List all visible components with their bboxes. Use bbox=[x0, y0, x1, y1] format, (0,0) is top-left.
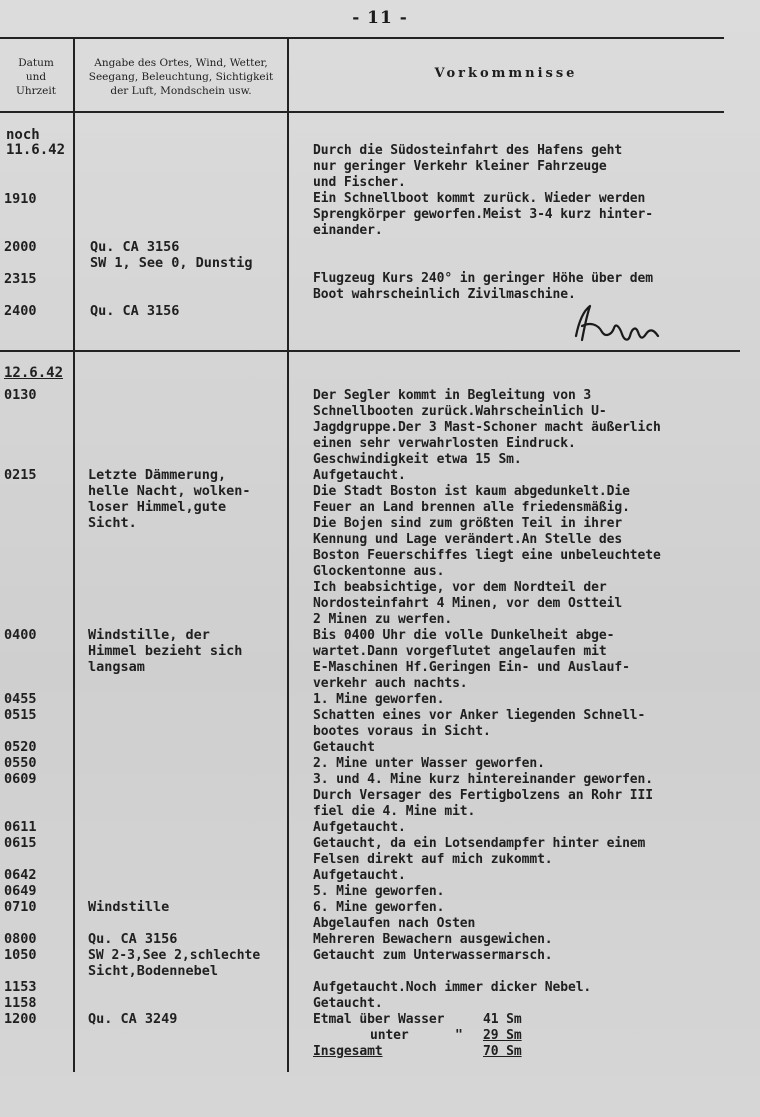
event-line: Getaucht, da ein Lotsendampfer hinter einem bbox=[313, 836, 646, 851]
event-line: Boot wahrscheinlich Zivilmaschine. bbox=[313, 287, 576, 302]
event-line: und Fischer. bbox=[313, 175, 406, 190]
header-und-label: und bbox=[25, 71, 47, 83]
event-line: Abgelaufen nach Osten bbox=[313, 916, 476, 931]
time-entry: 0611 bbox=[4, 819, 37, 835]
event-line: Kennung und Lage verändert.An Stelle des bbox=[313, 532, 623, 547]
header-datum-cell bbox=[0, 56, 72, 98]
condition-line: Windstille, der bbox=[88, 627, 210, 643]
event-line: Ein Schnellboot kommt zurück. Wieder werden bbox=[313, 191, 646, 206]
condition-line: Windstille bbox=[88, 899, 170, 915]
condition-line: Qu. CA 3249 bbox=[88, 1011, 178, 1027]
time-entry: 2315 bbox=[4, 271, 37, 287]
event-line: Flugzeug Kurs 240° in geringer Höhe über dem bbox=[313, 271, 653, 286]
event-line: nur geringer Verkehr kleiner Fahrzeuge bbox=[313, 159, 607, 174]
event-line: Nordosteinfahrt 4 Minen, vor dem Ostteil bbox=[313, 596, 623, 611]
header-angabe-line-2: Seegang, Beleuchtung, Sichtigkeit bbox=[88, 71, 274, 83]
event-line: einander. bbox=[313, 223, 383, 238]
header-angabe-cell bbox=[76, 56, 286, 98]
event-line: Sprengkörper geworfen.Meist 3-4 kurz hinter- bbox=[313, 207, 653, 222]
time-entry: 0800 bbox=[4, 931, 37, 947]
column-divider-2 bbox=[287, 37, 289, 1072]
section-divider-rule bbox=[0, 350, 740, 352]
section1-date-noch: noch bbox=[6, 127, 40, 143]
time-entry: 0710 bbox=[4, 899, 37, 915]
condition-line: helle Nacht, wolken- bbox=[88, 483, 251, 499]
event-line: Getaucht zum Unterwassermarsch. bbox=[313, 948, 553, 963]
event-line: Durch Versager des Fertigbolzens an Rohr III bbox=[313, 788, 653, 803]
event-line: 5. Mine geworfen. bbox=[313, 884, 445, 899]
time-entry: 0520 bbox=[4, 739, 37, 755]
page-number: - 11 - bbox=[352, 8, 408, 28]
total-overall-value: 70 Sm bbox=[483, 1044, 522, 1059]
total-under-water-label: unter bbox=[370, 1028, 409, 1043]
time-entry: 0515 bbox=[4, 707, 37, 723]
column-divider-1 bbox=[73, 37, 75, 1072]
condition-line: Qu. CA 3156 bbox=[90, 303, 180, 319]
time-entry: 0130 bbox=[4, 387, 37, 403]
time-entry: 1158 bbox=[4, 995, 37, 1011]
handwritten-signature bbox=[568, 298, 668, 348]
condition-line: Letzte Dämmerung, bbox=[88, 467, 227, 483]
time-entry: 0649 bbox=[4, 883, 37, 899]
time-entry: 1200 bbox=[4, 1011, 37, 1027]
time-entry: 0609 bbox=[4, 771, 37, 787]
event-line: fiel die 4. Mine mit. bbox=[313, 804, 476, 819]
condition-line: Qu. CA 3156 bbox=[90, 239, 180, 255]
header-bottom-rule bbox=[0, 111, 724, 113]
section1-date: 11.6.42 bbox=[6, 142, 66, 158]
event-line: 3. und 4. Mine kurz hintereinander geworfen. bbox=[313, 772, 653, 787]
event-line: Felsen direkt auf mich zukommt. bbox=[313, 852, 553, 867]
event-line: Feuer an Land brennen alle friedensmäßig. bbox=[313, 500, 630, 515]
event-line: 2. Mine unter Wasser geworfen. bbox=[313, 756, 545, 771]
time-entry: 0400 bbox=[4, 627, 37, 643]
total-under-water-value: 29 Sm bbox=[483, 1028, 522, 1043]
event-line: 1. Mine geworfen. bbox=[313, 692, 445, 707]
event-line: Schnellbooten zurück.Wahrscheinlich U- bbox=[313, 404, 607, 419]
event-line: Die Bojen sind zum größten Teil in ihrer bbox=[313, 516, 623, 531]
event-line: Aufgetaucht. bbox=[313, 468, 406, 483]
event-line: Schatten eines vor Anker liegenden Schnell- bbox=[313, 708, 646, 723]
event-line: einen sehr verwahrlosten Eindruck. bbox=[313, 436, 576, 451]
total-under-water-ditto: " bbox=[455, 1028, 463, 1043]
condition-line: Sicht. bbox=[88, 515, 137, 531]
time-entry: 0615 bbox=[4, 835, 37, 851]
condition-line: Qu. CA 3156 bbox=[88, 931, 178, 947]
event-line: Getaucht. bbox=[313, 996, 383, 1011]
time-entry: 2000 bbox=[4, 239, 37, 255]
time-entry: 1910 bbox=[4, 191, 37, 207]
event-line: Ich beabsichtige, vor dem Nordteil der bbox=[313, 580, 607, 595]
condition-line: SW 1, See 0, Dunstig bbox=[90, 255, 253, 271]
header-angabe-line-1: Angabe des Ortes, Wind, Wetter, bbox=[94, 57, 268, 69]
event-line: verkehr auch nachts. bbox=[313, 676, 468, 691]
header-datum-label: Datum bbox=[18, 57, 54, 69]
event-line: Glockentonne aus. bbox=[313, 564, 445, 579]
event-line: Der Segler kommt in Begleitung von 3 bbox=[313, 388, 592, 403]
condition-line: Himmel bezieht sich bbox=[88, 643, 243, 659]
event-line: Die Stadt Boston ist kaum abgedunkelt.Die bbox=[313, 484, 630, 499]
event-line: bootes voraus in Sicht. bbox=[313, 724, 491, 739]
event-line: 6. Mine geworfen. bbox=[313, 900, 445, 915]
event-line: Bis 0400 Uhr die volle Dunkelheit abge- bbox=[313, 628, 615, 643]
header-top-rule bbox=[0, 37, 724, 39]
event-line: Aufgetaucht. bbox=[313, 868, 406, 883]
total-overall-label: Insgesamt bbox=[313, 1044, 383, 1059]
section2-date: 12.6.42 bbox=[4, 365, 64, 381]
total-over-water-value: 41 Sm bbox=[483, 1012, 522, 1027]
time-entry: 0550 bbox=[4, 755, 37, 771]
event-line: Mehreren Bewachern ausgewichen. bbox=[313, 932, 553, 947]
header-vorkommnisse: Vorkommnisse bbox=[434, 66, 578, 81]
condition-line: loser Himmel,gute bbox=[88, 499, 227, 515]
condition-line: SW 2-3,See 2,schlechte bbox=[88, 948, 261, 963]
time-entry: 0642 bbox=[4, 867, 37, 883]
time-entry: 0455 bbox=[4, 691, 37, 707]
event-line: Aufgetaucht. bbox=[313, 820, 406, 835]
total-over-water-label: Etmal über Wasser bbox=[313, 1012, 445, 1027]
event-line: Geschwindigkeit etwa 15 Sm. bbox=[313, 452, 522, 467]
event-line: Boston Feuerschiffes liegt eine unbeleuchtete bbox=[313, 548, 661, 563]
event-line: E-Maschinen Hf.Geringen Ein- und Auslauf- bbox=[313, 660, 630, 675]
time-entry: 0215 bbox=[4, 467, 37, 483]
event-line: wartet.Dann vorgeflutet angelaufen mit bbox=[313, 644, 607, 659]
event-line: Jagdgruppe.Der 3 Mast-Schoner macht äußerlich bbox=[313, 420, 661, 435]
event-line: Getaucht bbox=[313, 740, 375, 755]
event-line: Durch die Südosteinfahrt des Hafens geht bbox=[313, 143, 623, 158]
time-entry: 2400 bbox=[4, 303, 37, 319]
event-line: Aufgetaucht.Noch immer dicker Nebel. bbox=[313, 980, 592, 995]
time-entry: 1050 bbox=[4, 947, 37, 963]
header-angabe-line-3: der Luft, Mondschein usw. bbox=[110, 85, 252, 97]
event-line: 2 Minen zu werfen. bbox=[313, 612, 453, 627]
header-uhrzeit-label: Uhrzeit bbox=[16, 85, 56, 97]
time-entry: 1153 bbox=[4, 979, 37, 995]
condition-line: langsam bbox=[88, 659, 145, 675]
condition-line: Sicht,Bodennebel bbox=[88, 963, 219, 979]
